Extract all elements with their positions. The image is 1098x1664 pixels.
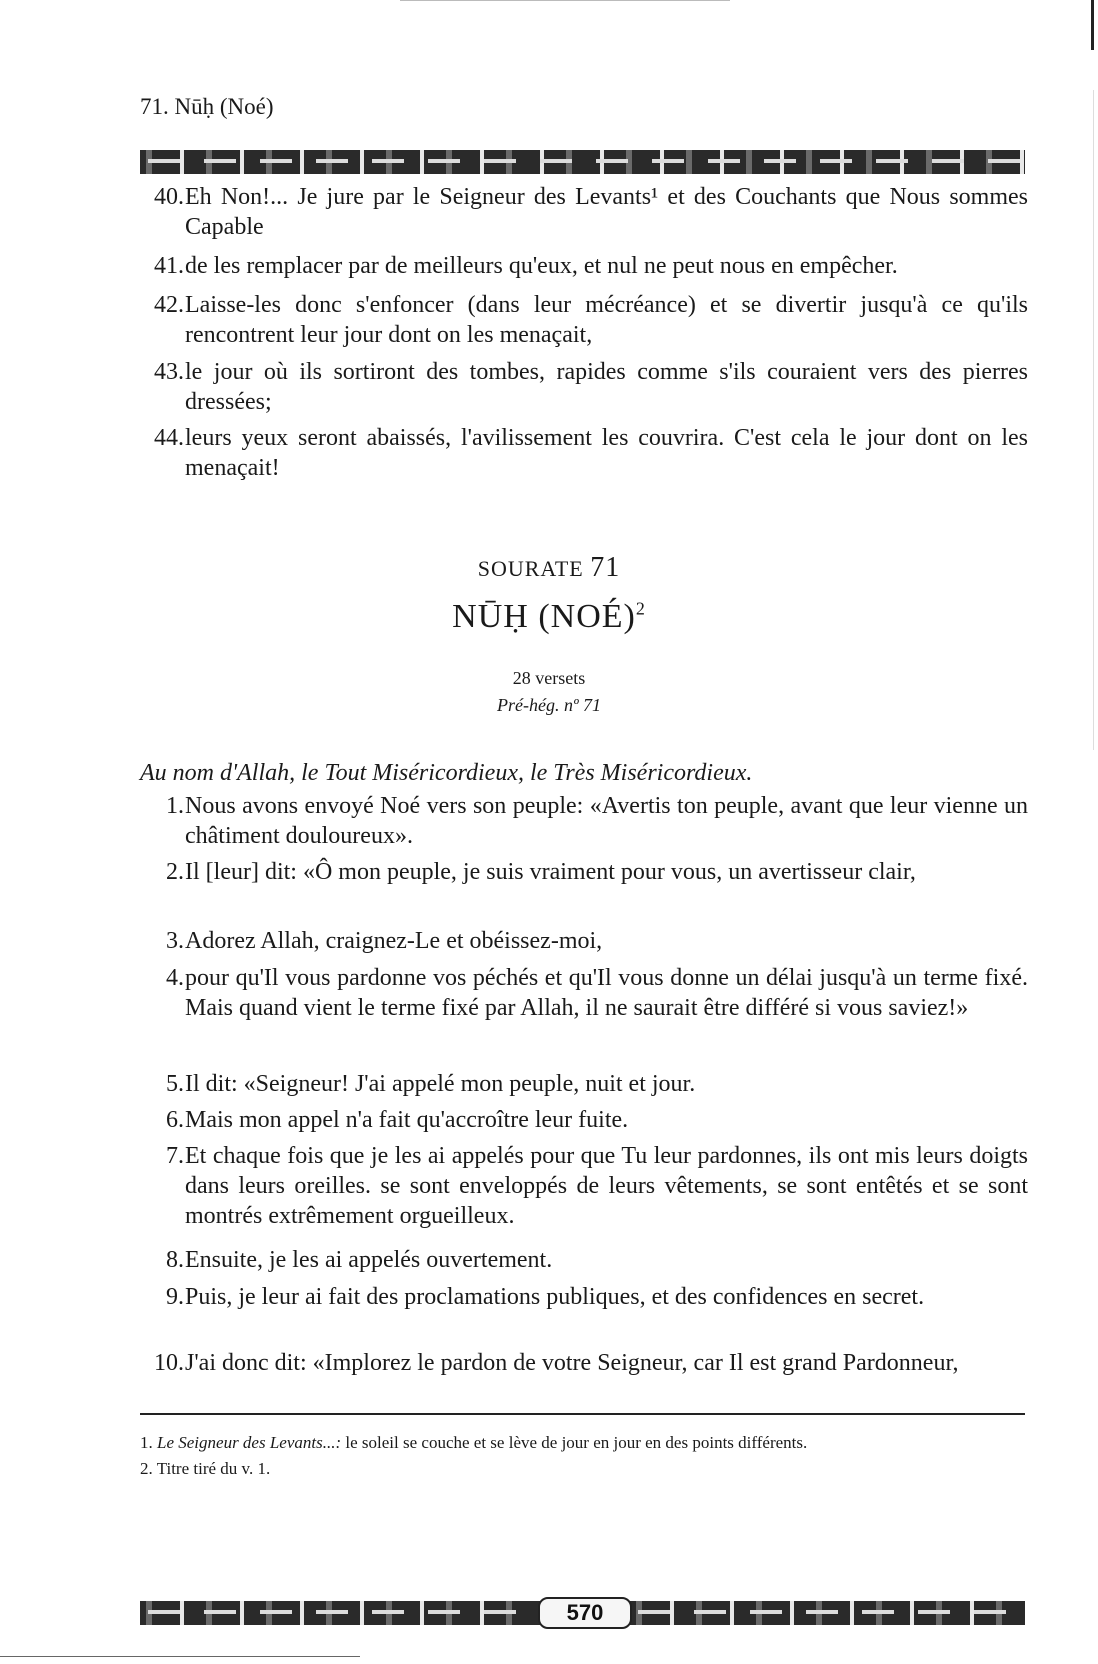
verse-text: Il dit: «Seigneur! J'ai appelé mon peuple, nuit et jour.	[185, 1071, 696, 1097]
verse-2	[138, 857, 1028, 887]
page-number: 570	[566, 1600, 604, 1625]
verse-41	[138, 251, 1028, 281]
footnote-1	[140, 1432, 1030, 1454]
verse-number: 1.	[166, 793, 184, 819]
page-number-box	[538, 1597, 632, 1629]
verse-43	[138, 357, 1028, 417]
verse-text: Et chaque fois que je les ai appelés pour que Tu leur pardonnes, ils ont mis leurs doigts dans leurs oreilles. se sont enveloppés de leurs vêtements, se sont entêtés et se sont montrés extrêmement orgueilleux.	[185, 1143, 1028, 1229]
scan-margin-mark	[1091, 0, 1094, 50]
scan-top-line	[400, 0, 730, 1]
verse-text: Puis, je leur ai fait des proclamations publiques, et des confidences en secret.	[185, 1284, 925, 1310]
ornamental-band-bottom-right	[630, 1601, 1025, 1625]
scan-bottom-line	[0, 1656, 360, 1657]
verse-number: 5.	[166, 1071, 184, 1097]
verse-text: Eh Non!... Je jure par le Seigneur des Levants¹ et des Couchants que Nous sommes Capable	[185, 184, 1028, 240]
footnote-number: 2.	[140, 1459, 153, 1478]
verse-6	[138, 1105, 1028, 1135]
verse-3	[138, 926, 1028, 956]
running-header: 71. Nūḥ (Noé)	[140, 94, 274, 119]
sourate-label	[0, 552, 1098, 584]
verse-number: 42.	[154, 292, 184, 318]
verse-text: Il [leur] dit: «Ô mon peuple, je suis vraiment pour vous, un avertisseur clair,	[185, 859, 916, 885]
verse-text: Mais mon appel n'a fait qu'accroître leur fuite.	[185, 1107, 629, 1133]
verse-text: Laisse-les donc s'enfoncer (dans leur mécréance) et se divertir jusqu'à ce qu'ils rencontrent leur jour dont on les menaçait,	[185, 292, 1028, 348]
verse-text: Nous avons envoyé Noé vers son peuple: «Avertis ton peuple, avant que leur vienne un châtiment douloureux».	[185, 793, 1028, 849]
verse-number: 3.	[166, 928, 184, 954]
verse-count: 28 versets	[512, 668, 586, 688]
verse-number: 2.	[166, 859, 184, 885]
verse-text: le jour où ils sortiront des tombes, rapides comme s'ils couraient vers des pierres dressées;	[185, 359, 1028, 415]
verse-5	[138, 1069, 1028, 1099]
revelation-period: Pré-hég. nº 71	[496, 695, 602, 715]
verse-text: pour qu'Il vous pardonne vos péchés et qu'Il vous donne un délai jusqu'à un terme fixé. Mais quand vient le terme fixé par Allah, il ne saurait être différé si vous saviez!»	[185, 965, 1028, 1021]
footnote-text: le soleil se couche et se lève de jour en jour en des points différents.	[341, 1433, 808, 1452]
footnote-ref: 2	[635, 598, 646, 619]
verse-number: 9.	[166, 1284, 184, 1310]
verse-number: 43.	[154, 359, 184, 385]
scan-right-edge	[1093, 90, 1094, 750]
verse-9	[138, 1282, 1028, 1312]
verse-7	[138, 1141, 1028, 1231]
verse-text: Adorez Allah, craignez-Le et obéissez-moi,	[185, 928, 603, 954]
verse-text: Ensuite, je les ai appelés ouvertement.	[185, 1247, 553, 1273]
verse-text: leurs yeux seront abaissés, l'avilissement les couvrira. C'est cela le jour dont on les menaçait!	[185, 425, 1028, 481]
verse-number: 41.	[154, 253, 184, 279]
footnote-2	[140, 1458, 1030, 1480]
verse-8	[138, 1245, 1028, 1275]
verse-number: 8.	[166, 1247, 184, 1273]
verse-number: 7.	[166, 1143, 184, 1169]
footnote-number: 1.	[140, 1433, 153, 1452]
ornamental-band-top	[140, 150, 1025, 174]
verse-1	[138, 791, 1028, 851]
sourate-title-text: NŪḤ (NOÉ)	[452, 598, 636, 635]
verse-number: 44.	[154, 425, 184, 451]
verse-40	[138, 182, 1028, 242]
verse-number: 4.	[166, 965, 184, 991]
verse-10	[138, 1348, 1028, 1378]
verse-text: de les remplacer par de meilleurs qu'eux, et nul ne peut nous en empêcher.	[185, 253, 898, 279]
verse-42	[138, 290, 1028, 350]
verse-44	[138, 423, 1028, 483]
verse-number: 10.	[154, 1350, 184, 1376]
footnote-text: Titre tiré du v. 1.	[156, 1459, 271, 1478]
sourate-number: 71	[590, 552, 621, 583]
sourate-word: SOURATE	[477, 556, 584, 581]
basmala: Au nom d'Allah, le Tout Miséricordieux, le Très Miséricordieux.	[140, 760, 753, 786]
verse-number: 40.	[154, 184, 184, 210]
sourate-title	[0, 598, 1098, 636]
footnote-term: Le Seigneur des Levants...:	[157, 1433, 342, 1452]
verse-4	[138, 963, 1028, 1023]
verse-text: J'ai donc dit: «Implorez le pardon de votre Seigneur, car Il est grand Pardonneur,	[185, 1350, 959, 1376]
verse-number: 6.	[166, 1107, 184, 1133]
ornamental-band-bottom-left	[140, 1601, 540, 1625]
footnote-rule	[140, 1413, 1025, 1415]
